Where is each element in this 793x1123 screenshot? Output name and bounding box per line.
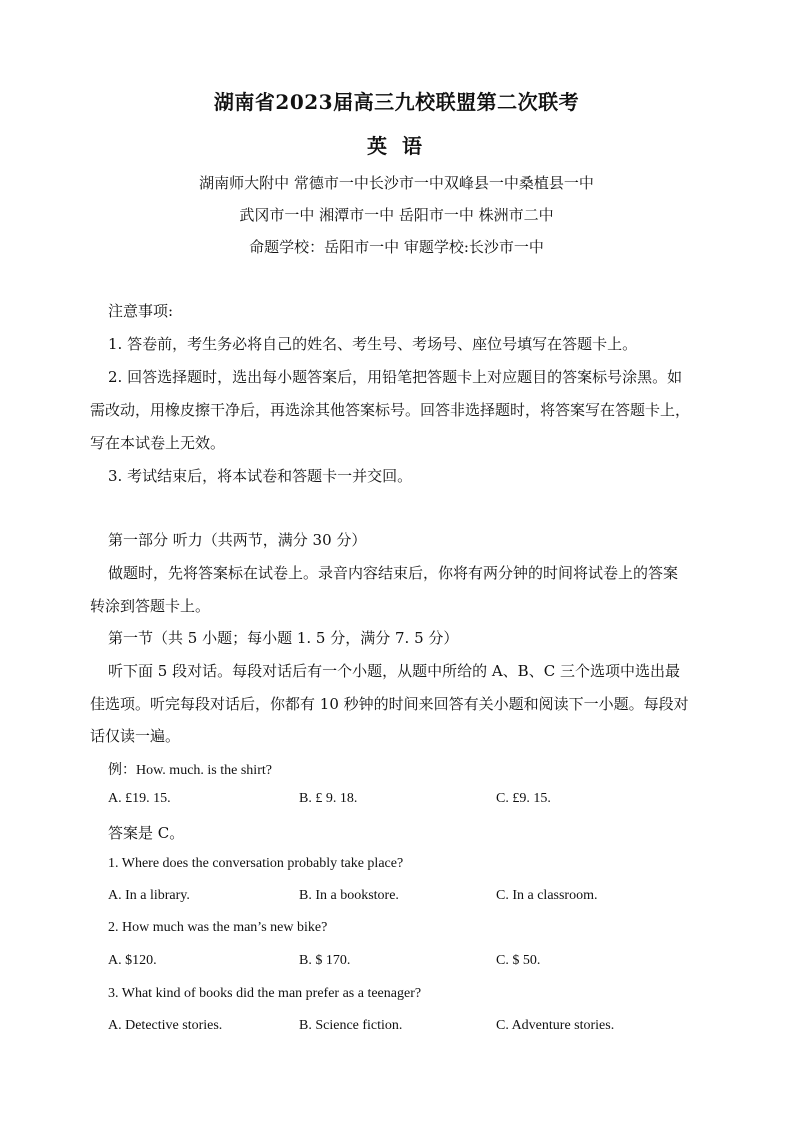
section1-instructions-line-1: 听下面 5 段对话。每段对话后有一个小题，从题中所给的 A、B、C 三个选项中选出最 [108, 662, 680, 680]
exam-title: 湖南省2023届高三九校联盟第二次联考 [213, 90, 580, 114]
question-3-option-c: C. Adventure stories. [496, 1018, 615, 1033]
question-1-option-c: C. In a classroom. [496, 888, 598, 903]
notice-item-2-line-1: 2. 回答选择题时，选出每小题答案后，用铅笔把答题卡上对应题目的答案标号涂黑。如 [108, 368, 683, 386]
question-3-text: 3. What kind of books did the man prefer as a teenager? [108, 986, 422, 1001]
notice-item-1: 1. 答卷前，考生务必将自己的姓名、考生号、考场号、座位号填写在答题卡上。 [108, 335, 638, 353]
part1-heading: 第一部分 听力（共两节，满分 30 分） [108, 531, 367, 549]
schools-line-1: 湖南师大附中 常德市一中长沙市一中双峰县一中桑植县一中 [199, 174, 594, 192]
part1-intro-line-1: 做题时，先将答案标在试卷上。录音内容结束后，你将有两分钟的时间将试卷上的答案 [108, 564, 679, 582]
section1-instructions-line-3: 话仅读一遍。 [90, 727, 181, 745]
example-option-c: C. £9. 15. [496, 791, 551, 806]
section1-heading: 第一节（共 5 小题；每小题 1. 5 分，满分 7. 5 分） [108, 629, 459, 647]
notice-heading: 注意事项: [108, 302, 174, 320]
question-1-option-a: A. In a library. [108, 888, 190, 903]
question-2-option-c: C. $ 50. [496, 953, 541, 968]
notice-item-2-line-2: 需改动，用橡皮擦干净后，再选涂其他答案标号。回答非选择题时，将答案写在答题卡上， [90, 401, 691, 419]
question-3-option-b: B. Science fiction. [299, 1018, 403, 1033]
section1-instructions-line-2: 佳选项。听完每段对话后，你都有 10 秒钟的时间来回答有关小题和阅读下一小题。每段对 [90, 695, 689, 713]
example-option-a: A. £19. 15. [108, 791, 171, 806]
question-2-text: 2. How much was the man’s new bike? [108, 920, 328, 935]
notice-item-2-line-3: 写在本试卷上无效。 [90, 434, 226, 452]
proposer-line: 命题学校：岳阳市一中 审题学校:长沙市一中 [249, 238, 544, 256]
part1-intro-line-2: 转涂到答题卡上。 [90, 597, 211, 615]
example-question: 例：How. much. is the shirt? [108, 763, 272, 778]
example-option-b: B. £ 9. 18. [299, 791, 358, 806]
subject-title: 英 语 [367, 134, 426, 158]
example-answer: 答案是 C。 [108, 824, 185, 842]
question-1-text: 1. Where does the conversation probably take place? [108, 856, 404, 871]
question-2-option-a: A. $120. [108, 953, 157, 968]
question-2-option-b: B. $ 170. [299, 953, 351, 968]
notice-item-3: 3. 考试结束后，将本试卷和答题卡一并交回。 [108, 467, 413, 485]
question-3-option-a: A. Detective stories. [108, 1018, 223, 1033]
question-1-option-b: B. In a bookstore. [299, 888, 399, 903]
schools-line-2: 武冈市一中 湘潭市一中 岳阳市一中 株洲市二中 [239, 206, 554, 224]
